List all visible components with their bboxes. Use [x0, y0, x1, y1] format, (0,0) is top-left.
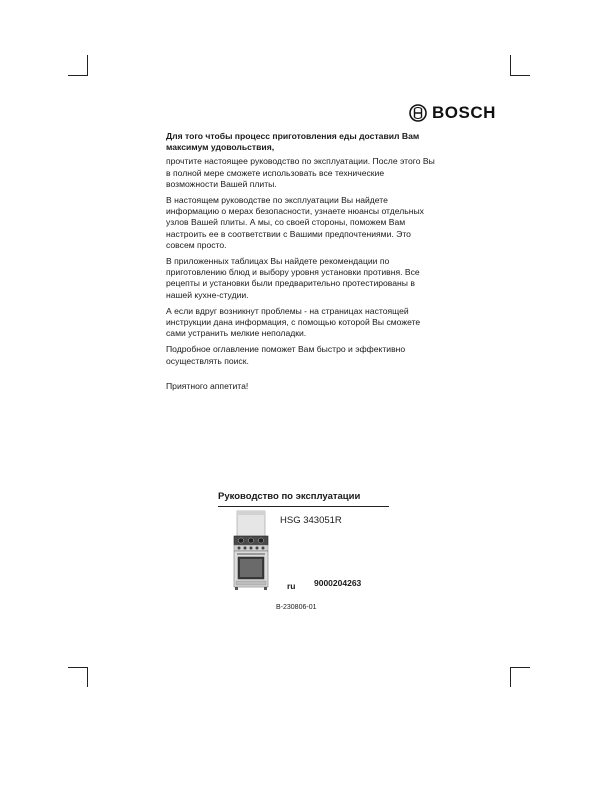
crop-mark-bottom-left-h	[68, 667, 88, 668]
document-code: B-230806-01	[276, 604, 317, 611]
language-code: ru	[287, 581, 296, 591]
intro-heading: Для того чтобы процесс приготовления еды доставил Вам максимум удовольствия,	[166, 131, 420, 153]
crop-mark-bottom-right-h	[510, 667, 530, 668]
crop-mark-top-right-v	[510, 55, 511, 75]
crop-mark-bottom-right-v	[510, 667, 511, 687]
intro-closing: Приятного аппетита!	[166, 380, 249, 391]
crop-mark-top-right-h	[510, 75, 530, 76]
part-number: 9000204263	[314, 578, 362, 588]
brand-logo	[409, 103, 496, 123]
crop-mark-top-left-v	[87, 55, 88, 75]
bosch-armature-icon	[409, 104, 427, 122]
intro-paragraph: Подробное оглавление поможет Вам быстро и эффективно осуществлять поиск.	[166, 344, 406, 366]
intro-paragraph: прочтите настоящее руководство по эксплуатации. После этого Вы в полной мере сможете использовать все технические возможности Вашей плиты.	[166, 156, 435, 189]
intro-paragraph: В настоящем руководстве по эксплуатации Вы найдете информацию о мерах безопасности, узнаете нюансы отдельных узлов Вашей плиты. А мы, со своей стороны, поможем Вам настроить ее в соответствии с Вашими предпочтениями. Это совсем просто.	[166, 195, 424, 250]
stove-illustration	[229, 509, 272, 593]
crop-mark-top-left-h	[68, 75, 88, 76]
crop-mark-bottom-left-v	[87, 667, 88, 687]
brand-name: BOSCH	[432, 103, 496, 122]
model-number: HSG 343051R	[280, 515, 342, 526]
intro-paragraph: В приложенных таблицах Вы найдете рекомендации по приготовлению блюд и выбору уровня установки противня. Все рецепты и установки были предварительно протестированы в нашей кухне-студии.	[166, 256, 420, 300]
intro-paragraph: А если вдруг возникнут проблемы - на страницах настоящей инструкции дана информация, с помощью которой Вы сможете сами устранить мелкие неполадки.	[166, 305, 421, 339]
intro-section	[166, 131, 436, 397]
title-rule	[218, 506, 389, 507]
manual-title: Руководство по эксплуатации	[218, 491, 361, 502]
